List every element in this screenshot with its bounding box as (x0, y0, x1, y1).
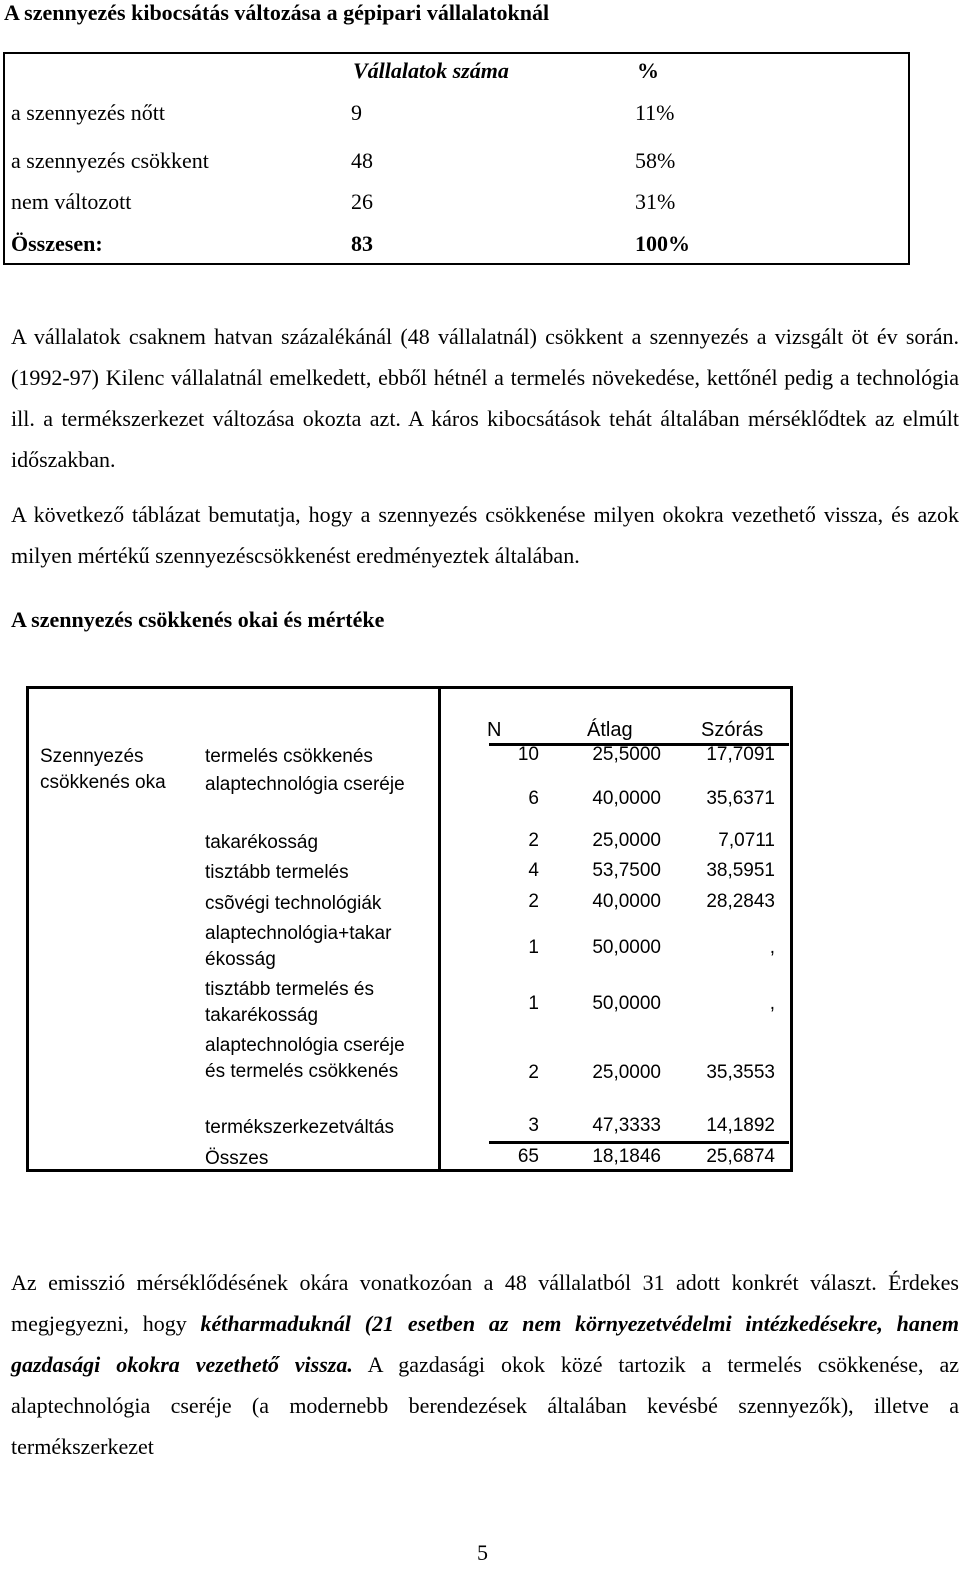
row-header-cause: Szennyezés csökkenés oka (40, 746, 166, 793)
cell-average: 18,1846 (592, 1146, 661, 1167)
cell-stddev: 25,6874 (706, 1146, 775, 1167)
cell-stddev: 7,0711 (718, 830, 775, 851)
cell-n: 2 (528, 830, 539, 851)
cause-label: tisztább termelés (205, 862, 349, 883)
cell-n: 2 (528, 1062, 539, 1083)
table-company-counts (3, 52, 910, 265)
cause-label: termékszerkezetváltás (205, 1117, 395, 1138)
col-header-stddev: Szórás (701, 719, 764, 741)
row-count: 48 (351, 148, 373, 173)
cause-label: csõvégi technológiák (205, 893, 382, 914)
cell-stddev: 35,3553 (706, 1062, 775, 1083)
cause-label: alaptechnológia cseréje és termelés csökkenés (205, 1035, 405, 1082)
row-count: 9 (351, 100, 362, 125)
para3-emphasis: kétharmaduknál (21 esetben az nem környezetvédelmi intézkedésekre, hanem gazdasági okokra vezethető vissza. (11, 1311, 959, 1377)
row-label: nem változott (11, 189, 132, 214)
cell-n: 10 (517, 744, 539, 765)
cell-n: 3 (528, 1115, 539, 1136)
cause-label: termelés csökkenés (205, 746, 373, 767)
page-number: 5 (477, 1540, 488, 1565)
cell-average: 50,0000 (592, 937, 661, 958)
cell-stddev: 35,6371 (706, 788, 775, 809)
cause-label: alaptechnológia cseréje (205, 774, 405, 795)
row-label: a szennyezés csökkent (11, 148, 209, 173)
row-percent: 11% (635, 100, 675, 125)
col-header-n: N (487, 719, 502, 741)
total-percent: 100% (635, 231, 690, 256)
paragraph-summary: A vállalatok csaknem hatvan százalékánál (48 vállalatnál) csökkent a szennyezés a vizsgált öt év során.(1992-97) Kilenc vállalatnál emelkedett, ebből hétnél a termelés növekedése, kettőnél pedig a technológia ill. a termékszerkezet változása okozta azt. A káros kibocsátások tehát általában mérséklődtek az elmúlt időszakban. (11, 324, 959, 472)
total-count: 83 (351, 231, 373, 256)
cell-stddev: , (769, 993, 775, 1014)
paragraph-emission-causes (11, 1262, 959, 1467)
cell-stddev: 38,5951 (706, 860, 775, 881)
row-percent: 31% (635, 189, 676, 214)
cell-stddev: 17,7091 (706, 744, 775, 765)
cell-average: 40,0000 (592, 788, 661, 809)
heading-reduction-causes: A szennyezés csökkenés okai és mértéke (11, 607, 385, 632)
total-rule (489, 1141, 789, 1144)
cause-label: tisztább termelés és takarékosság (205, 979, 374, 1026)
cell-stddev: 14,1892 (706, 1115, 775, 1136)
row-percent: 58% (635, 148, 676, 173)
col-header-percent: % (637, 58, 659, 83)
cause-label: alaptechnológia+takar ékosság (205, 923, 392, 970)
cell-average: 50,0000 (592, 993, 661, 1014)
cell-n: 65 (517, 1146, 539, 1167)
cell-average: 25,5000 (592, 744, 661, 765)
table-divider (438, 686, 441, 1172)
para3-text-start: Az emisszió mérséklődésének okára vonatkozóan a 48 vállalatból 31 adott konkrét választ. Érdekes megjegyezni, hogy (11, 1270, 959, 1336)
cell-n: 1 (528, 937, 539, 958)
cell-n: 2 (528, 891, 539, 912)
cell-average: 53,7500 (592, 860, 661, 881)
cell-average: 40,0000 (592, 891, 661, 912)
cell-stddev: 28,2843 (706, 891, 775, 912)
row-count: 26 (351, 189, 373, 214)
col-header-count: Vállalatok száma (353, 58, 509, 83)
cell-average: 25,0000 (592, 830, 661, 851)
row-label: a szennyezés nőtt (11, 100, 165, 125)
cell-n: 6 (528, 788, 539, 809)
total-label: Összesen: (11, 231, 103, 256)
cell-average: 25,0000 (592, 1062, 661, 1083)
cause-label: Összes (205, 1148, 269, 1169)
cell-n: 4 (528, 860, 539, 881)
cell-stddev: , (769, 937, 775, 958)
cell-average: 47,3333 (592, 1115, 661, 1136)
heading-pollution-change: A szennyezés kibocsátás változása a gépipari vállalatoknál (4, 0, 550, 25)
cause-label: takarékosság (205, 832, 319, 853)
col-header-average: Átlag (587, 719, 633, 741)
cell-n: 1 (528, 993, 539, 1014)
para3-text-end: A gazdasági okok közé tartozik a termelés csökkenése, az alaptechnológia cseréje (a modernebb berendezések általában kevésbé szennyezők), illetve a termékszerkezet (11, 1352, 959, 1459)
table-reduction-causes (26, 686, 793, 1172)
paragraph-intro-table: A következő táblázat bemutatja, hogy a szennyezés csökkenése milyen okokra vezethető vissza, és azok milyen mértékű szennyezéscsökkenést eredményeztek általában. (11, 502, 959, 568)
